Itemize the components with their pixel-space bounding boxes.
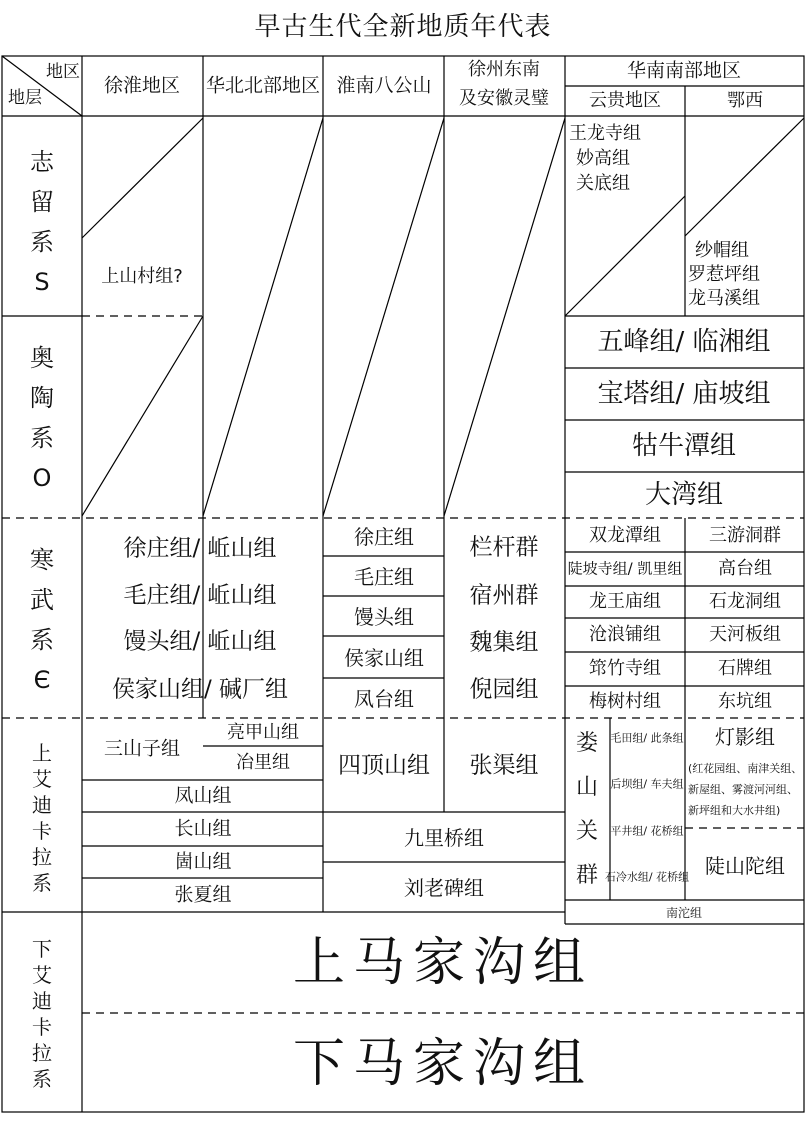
cambrian-huainan-houjiashan: 侯家山组	[344, 646, 424, 670]
cambrian-shilongdong: 石龙洞组	[709, 591, 781, 612]
formation-fengshan: 凤山组	[174, 784, 232, 807]
formation-yeli: 冶里组	[236, 752, 290, 773]
formation-name: 龙马溪组	[688, 288, 760, 309]
system-char: 拉	[32, 1041, 52, 1065]
system-lower-ediacaran	[32, 936, 52, 1092]
formation-liulaobei: 刘老碑组	[404, 876, 484, 900]
ordovician-baota: 宝塔组/ 庙坡组	[597, 379, 771, 409]
system-char: 陶	[30, 384, 54, 412]
cambrian-houjiashan: 侯家山组/ 碱厂组	[111, 676, 289, 703]
cambrian-niyuan: 倪园组	[469, 676, 539, 703]
system-char: 艾	[32, 963, 52, 987]
cambrian-canglangpu: 沧浪铺组	[589, 624, 661, 645]
cambrian-meishucun: 梅树村组	[589, 691, 661, 712]
system-char: 武	[30, 586, 54, 614]
header-huabei: 华北北部地区	[205, 74, 321, 97]
loushan-unit-4: 石冷水组/ 花桥组	[604, 870, 690, 884]
system-ordovician	[30, 338, 54, 498]
header-xuhuai: 徐淮地区	[103, 74, 181, 97]
system-char: 艾	[32, 767, 52, 791]
header-corner-strata: 地层	[8, 88, 42, 108]
formation-sanshanzi: 三山子组	[103, 737, 181, 760]
loushan-unit-1: 毛田组/ 此条组	[610, 731, 684, 745]
header-corner-region: 地区	[46, 62, 80, 82]
system-symbol: Є	[33, 666, 51, 694]
formation-name: 王龙寺组	[569, 123, 641, 144]
formation-dengying: 灯影组	[715, 725, 775, 749]
note-line: (红花园组、南津关组、	[688, 762, 803, 775]
formation-changshan: 长山组	[174, 817, 232, 840]
system-char: 寒	[30, 546, 54, 574]
cambrian-sanyoudong: 三游洞群	[709, 525, 781, 546]
loushan-group	[576, 722, 598, 898]
loushan-unit-3: 平井组/ 花桥组	[610, 824, 684, 838]
system-upper-ediacaran	[32, 740, 52, 896]
system-symbol: O	[32, 464, 52, 492]
ordovician-wufeng: 五峰组/ 临湘组	[597, 327, 771, 357]
cambrian-shuanglongtan: 双龙潭组	[589, 525, 661, 546]
formation-name: 纱帽组	[695, 240, 749, 261]
system-silurian	[30, 142, 54, 302]
formation-jiulijiao: 九里桥组	[404, 826, 484, 850]
cambrian-qiongzhusi: 筇竹寺组	[589, 658, 661, 679]
formation-liangjiashan: 亮甲山组	[227, 722, 299, 743]
system-char: 系	[30, 424, 54, 452]
group-char: 山	[575, 775, 599, 800]
formation-name: 妙高组	[576, 148, 630, 169]
system-symbol: S	[34, 268, 50, 296]
header-xuzhou-line2: 及安徽灵璧	[459, 88, 549, 109]
system-char: 拉	[32, 845, 52, 869]
cambrian-shipai: 石牌组	[718, 658, 772, 679]
formation-name: 罗惹坪组	[688, 264, 760, 285]
formation-nantuo: 南沱组	[665, 906, 703, 920]
system-char: 系	[32, 1067, 52, 1091]
cambrian-huainan-fengtai: 凤台组	[354, 687, 414, 711]
ordovician-dawan: 大湾组	[644, 480, 724, 510]
silurian-xuhuai-formation: 上山村组?	[101, 266, 183, 287]
cambrian-maozhuang: 毛庄组/ 岴山组	[123, 582, 277, 609]
system-char: 奥	[30, 344, 54, 372]
formation-lower-majiagou: 下马家沟组	[292, 1034, 594, 1094]
header-xuzhou-line1: 徐州东南	[468, 59, 540, 80]
cambrian-weiji: 魏集组	[469, 629, 539, 656]
system-char: 系	[32, 871, 52, 895]
header-huanan: 华南南部地区	[626, 59, 742, 82]
cambrian-huainan-xuzhuang: 徐庄组	[354, 525, 414, 549]
cambrian-gaotai: 高台组	[718, 558, 772, 579]
header-yungui: 云贵地区	[589, 90, 661, 111]
silurian-yungui-formations	[569, 121, 641, 196]
ordovician-guniutan: 牯牛潭组	[631, 431, 737, 461]
system-char: 卡	[32, 1015, 52, 1039]
system-char: 下	[32, 937, 52, 961]
system-char: 迪	[32, 793, 52, 817]
note-line: 新坪组和大水井组)	[688, 804, 781, 817]
cambrian-mantou: 馒头组/ 岴山组	[123, 628, 277, 655]
system-char: 系	[30, 626, 54, 654]
formation-sidingshan: 四顶山组	[338, 752, 430, 779]
formation-name: 关底组	[576, 173, 630, 194]
cambrian-longwangmiao: 龙王庙组	[589, 591, 661, 612]
header-huainan: 淮南八公山	[336, 74, 432, 97]
cambrian-doupo-kaili: 陡坡寺组/ 凯里组	[567, 559, 683, 578]
system-cambrian	[30, 540, 54, 700]
group-char: 关	[575, 819, 599, 844]
loushan-unit-2: 后坝组/ 车夫组	[610, 777, 684, 791]
formation-zhangqu: 张渠组	[469, 752, 539, 779]
system-char: 上	[32, 741, 52, 765]
cambrian-huainan-mantou: 馒头组	[354, 605, 414, 629]
system-char: 卡	[32, 819, 52, 843]
system-char: 留	[30, 188, 54, 216]
formation-upper-majiagou: 上马家沟组	[292, 933, 594, 993]
cambrian-langan: 栏杆群	[469, 534, 539, 561]
formation-doushantuo: 陡山陀组	[705, 854, 785, 878]
system-char: 迪	[32, 989, 52, 1013]
system-char: 志	[30, 148, 54, 176]
cambrian-suzhou: 宿州群	[469, 582, 539, 609]
cambrian-huainan-maozhuang: 毛庄组	[354, 565, 414, 589]
cambrian-dongkeng: 东坑组	[718, 691, 772, 712]
header-exi: 鄂西	[727, 90, 763, 111]
group-char: 娄	[575, 731, 599, 756]
cambrian-xuzhuang: 徐庄组/ 岴山组	[123, 535, 277, 562]
cambrian-tianheban: 天河板组	[709, 624, 781, 645]
dengying-note	[688, 758, 802, 821]
group-char: 群	[575, 863, 599, 888]
page-title: 早古生代全新地质年代表	[254, 12, 552, 42]
formation-zhangxia: 张夏组	[174, 883, 232, 906]
formation-gushan: 崮山组	[174, 850, 232, 873]
silurian-exi-formations	[688, 239, 760, 311]
note-line: 新屋组、雾渡河河组、	[688, 783, 798, 796]
system-char: 系	[30, 228, 54, 256]
